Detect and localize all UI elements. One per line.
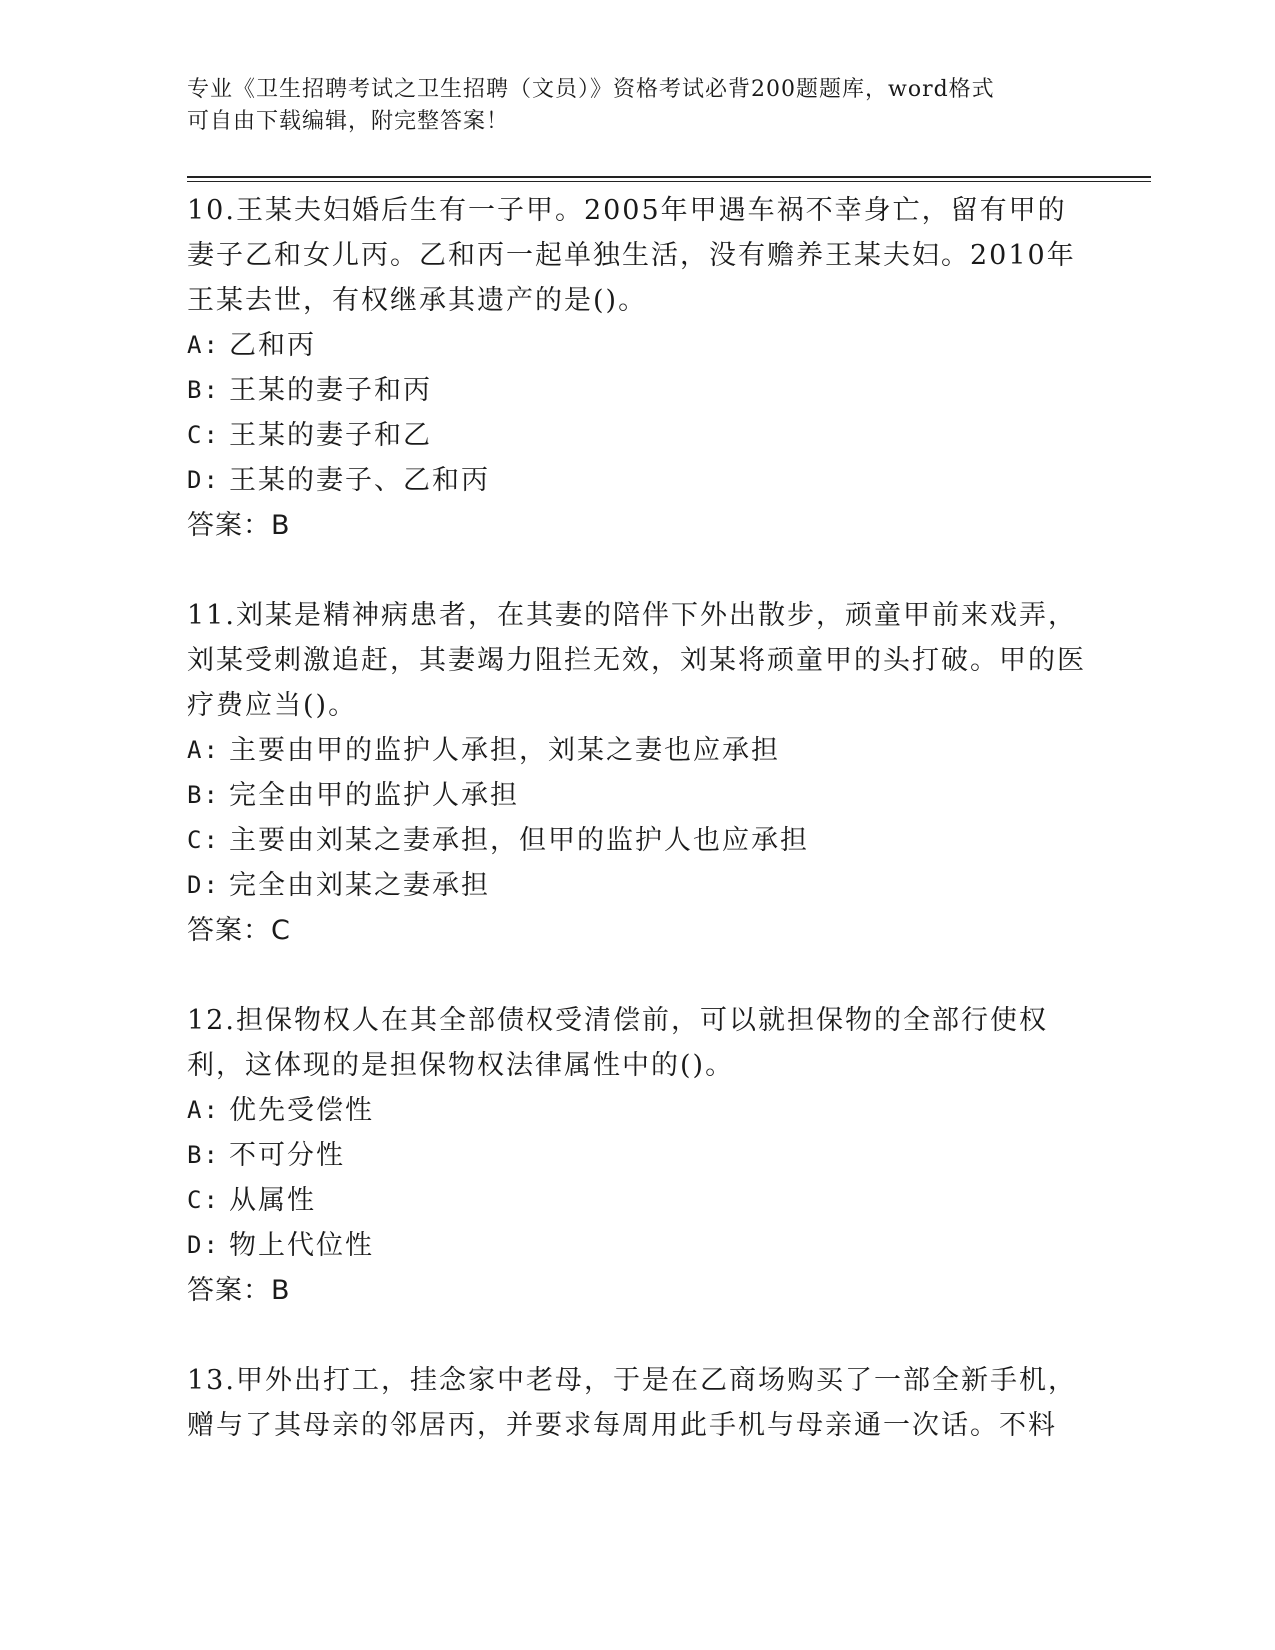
option-text: 物上代位性: [229, 1230, 374, 1261]
option-b: [187, 1133, 1087, 1178]
question-list: [187, 188, 1087, 1493]
option-text: 乙和丙: [229, 330, 316, 361]
option-d: [187, 1223, 1087, 1268]
question-stem: 10.王某夫妇婚后生有一子甲。2005年甲遇车祸不幸身亡，留有甲的妻子乙和女儿丙。乙和丙一起单独生活，没有赡养王某夫妇。2010年王某去世，有权继承其遗产的是()。: [187, 195, 1076, 316]
option-text: 完全由刘某之妻承担: [229, 870, 490, 901]
option-a: [187, 323, 1087, 368]
option-text: 王某的妻子和乙: [229, 420, 432, 451]
answer-line: 答案：B: [187, 510, 291, 541]
question-stem: 11.刘某是精神病患者，在其妻的陪伴下外出散步，顽童甲前来戏弄，刘某受刺激追赶，其妻竭力阻拦无效，刘某将顽童甲的头打破。甲的医疗费应当()。: [187, 600, 1086, 721]
option-text: 王某的妻子和丙: [229, 375, 432, 406]
question-11: [187, 593, 1087, 953]
option-d: [187, 863, 1087, 908]
option-text: 完全由甲的监护人承担: [229, 780, 519, 811]
question-stem: 13.甲外出打工，挂念家中老母，于是在乙商场购买了一部全新手机，赠与了其母亲的邻居丙，并要求每周用此手机与母亲通一次话。不料: [187, 1365, 1077, 1441]
question-stem: 12.担保物权人在其全部债权受清偿前，可以就担保物的全部行使权利，这体现的是担保物权法律属性中的()。: [187, 1005, 1048, 1081]
option-text: 从属性: [229, 1185, 316, 1216]
header-divider-thick: [187, 176, 1151, 178]
option-text: 王某的妻子、乙和丙: [229, 465, 490, 496]
question-12: [187, 998, 1087, 1313]
option-b: [187, 773, 1087, 818]
option-a: [187, 1088, 1087, 1133]
option-b: [187, 368, 1087, 413]
option-key: A:: [187, 1096, 220, 1124]
option-key: B:: [187, 781, 220, 809]
option-key: B:: [187, 376, 220, 404]
header-divider-thin: [187, 181, 1151, 182]
option-key: B:: [187, 1141, 220, 1169]
option-c: [187, 818, 1087, 863]
option-key: A:: [187, 736, 220, 764]
option-text: 主要由甲的监护人承担，刘某之妻也应承担: [229, 735, 780, 766]
option-text: 主要由刘某之妻承担，但甲的监护人也应承担: [229, 825, 809, 856]
option-c: [187, 1178, 1087, 1223]
option-key: C:: [187, 826, 220, 854]
option-text: 不可分性: [229, 1140, 345, 1171]
option-key: D:: [187, 466, 220, 494]
option-c: [187, 413, 1087, 458]
option-text: 优先受偿性: [229, 1095, 374, 1126]
option-key: D:: [187, 871, 220, 899]
option-key: D:: [187, 1231, 220, 1259]
option-d: [187, 458, 1087, 503]
option-key: A:: [187, 331, 220, 359]
document-header: [187, 74, 1087, 138]
option-key: C:: [187, 421, 220, 449]
header-line-1: 专业《卫生招聘考试之卫生招聘（文员）》资格考试必背200题题库，word格式: [187, 77, 995, 102]
question-13: [187, 1358, 1087, 1448]
option-a: [187, 728, 1087, 773]
header-line-2: 可自由下载编辑，附完整答案！: [187, 109, 510, 134]
question-10: [187, 188, 1087, 548]
option-key: C:: [187, 1186, 220, 1214]
answer-line: 答案：C: [187, 915, 291, 946]
answer-line: 答案：B: [187, 1275, 291, 1306]
